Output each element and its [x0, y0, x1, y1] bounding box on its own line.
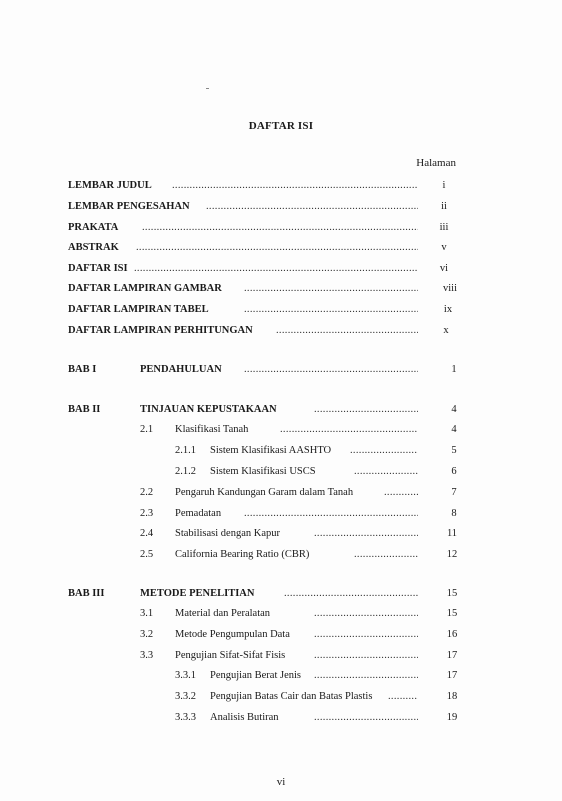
- section-number: 2.3: [140, 508, 154, 519]
- section-title: Pengujian Sifat-Sifat Fisis: [175, 650, 286, 661]
- leader-dots: [244, 364, 418, 375]
- leader-dots: [314, 712, 418, 723]
- section-number: 2.4: [140, 528, 154, 539]
- toc-row: [0, 608, 562, 624]
- section-title: Pengaruh Kandungan Garam dalam Tanah: [175, 487, 354, 498]
- section-number: 2.2: [140, 487, 154, 498]
- leader-dots: [314, 608, 418, 619]
- section-title: Sistem Klasifikasi USCS: [210, 466, 316, 477]
- leader-dots: [280, 424, 418, 435]
- toc-page: 7: [451, 487, 457, 498]
- leader-dots: [314, 670, 418, 681]
- section-number: 2.5: [140, 549, 154, 560]
- toc-label: ABSTRAK: [68, 242, 119, 253]
- leader-dots: [314, 629, 418, 640]
- chapter-row: [0, 588, 562, 604]
- toc-row: [0, 424, 562, 440]
- toc-row: [0, 670, 562, 686]
- toc-row: [0, 222, 562, 238]
- toc-label: DAFTAR LAMPIRAN GAMBAR: [68, 283, 222, 294]
- leader-dots: [388, 691, 418, 702]
- toc-row: [0, 466, 562, 482]
- toc-row: [0, 445, 562, 461]
- chapter-row: [0, 404, 562, 420]
- section-number: 3.3.3: [175, 712, 196, 723]
- leader-dots: [244, 508, 418, 519]
- toc-label: DAFTAR ISI: [68, 263, 128, 274]
- toc-label: DAFTAR LAMPIRAN TABEL: [68, 304, 209, 315]
- toc-page: 1: [451, 364, 457, 375]
- leader-dots: [244, 283, 418, 294]
- toc-row: [0, 650, 562, 666]
- section-number: 3.3: [140, 650, 154, 661]
- leader-dots: [206, 201, 418, 212]
- toc-label: DAFTAR LAMPIRAN PERHITUNGAN: [68, 325, 253, 336]
- toc-page: ii: [441, 201, 447, 212]
- toc-row: [0, 712, 562, 728]
- toc-page: 16: [446, 629, 458, 640]
- chapter-row: [0, 364, 562, 380]
- toc-page: 19: [446, 712, 458, 723]
- chapter-title: TINJAUAN KEPUSTAKAAN: [140, 404, 277, 415]
- leader-dots: [354, 549, 418, 560]
- leader-dots: [314, 404, 418, 415]
- toc-row: [0, 263, 562, 279]
- toc-label: LEMBAR JUDUL: [68, 180, 152, 191]
- toc-page: 17: [446, 670, 458, 681]
- chapter-number: BAB III: [68, 588, 105, 599]
- toc-page: vi: [439, 263, 449, 274]
- section-title: Material dan Peralatan: [175, 608, 271, 619]
- toc-page: 8: [451, 508, 457, 519]
- toc-row: [0, 629, 562, 645]
- section-number: 3.2: [140, 629, 154, 640]
- leader-dots: [142, 222, 418, 233]
- toc-page: v: [441, 242, 447, 253]
- page-number-footer: vi: [276, 776, 286, 788]
- toc-row: [0, 283, 562, 299]
- toc-page: 15: [446, 588, 458, 599]
- page-title: DAFTAR ISI: [248, 120, 314, 132]
- toc-page: ix: [443, 304, 453, 315]
- toc-row: [0, 201, 562, 217]
- toc-page: 15: [446, 608, 458, 619]
- section-number: 3.3.1: [175, 670, 196, 681]
- toc-row: [0, 242, 562, 258]
- leader-dots: [244, 304, 418, 315]
- toc-row: [0, 487, 562, 503]
- toc-page: 5: [451, 445, 457, 456]
- leader-dots: [314, 528, 418, 539]
- section-number: 3.3.2: [175, 691, 196, 702]
- toc-page: 4: [451, 424, 457, 435]
- toc-page: viii: [442, 283, 457, 294]
- leader-dots: [350, 445, 418, 456]
- section-number: 3.1: [140, 608, 154, 619]
- section-title: Stabilisasi dengan Kapur: [175, 528, 280, 539]
- toc-row: [0, 528, 562, 544]
- toc-row: [0, 508, 562, 524]
- section-title: Sistem Klasifikasi AASHTO: [210, 445, 332, 456]
- toc-row: [0, 691, 562, 707]
- toc-page: 18: [446, 691, 458, 702]
- leader-dots: [354, 466, 418, 477]
- section-number: 2.1.1: [175, 445, 196, 456]
- toc-page: 12: [446, 549, 458, 560]
- halaman-label: Halaman: [416, 157, 456, 169]
- chapter-number: BAB I: [68, 364, 97, 375]
- toc-label: LEMBAR PENGESAHAN: [68, 201, 190, 212]
- chapter-number: BAB II: [68, 404, 101, 415]
- section-title: Metode Pengumpulan Data: [175, 629, 290, 640]
- toc-row: [0, 549, 562, 565]
- toc-label: PRAKATA: [68, 222, 119, 233]
- leader-dots: [384, 487, 418, 498]
- chapter-title: METODE PENELITIAN: [140, 588, 255, 599]
- leader-dots: [276, 325, 418, 336]
- toc-page: i: [442, 180, 446, 191]
- toc-row: [0, 180, 562, 196]
- toc-row: [0, 325, 562, 341]
- chapter-title: PENDAHULUAN: [140, 364, 222, 375]
- leader-dots: [172, 180, 418, 191]
- leader-dots: [134, 263, 418, 274]
- scan-speck: [206, 88, 209, 89]
- leader-dots: [284, 588, 418, 599]
- toc-page: x: [443, 325, 449, 336]
- toc-page: 17: [446, 650, 458, 661]
- toc-row: [0, 304, 562, 320]
- section-title: Analisis Butiran: [210, 712, 279, 723]
- section-title: Klasifikasi Tanah: [175, 424, 249, 435]
- section-title: California Bearing Ratio (CBR): [175, 549, 310, 560]
- section-title: Pemadatan: [175, 508, 222, 519]
- toc-page: 11: [446, 528, 458, 539]
- toc-page: 6: [451, 466, 457, 477]
- section-title: Pengujian Berat Jenis: [210, 670, 301, 681]
- toc-page: 4: [451, 404, 457, 415]
- section-title: Pengujian Batas Cair dan Batas Plastis: [210, 691, 373, 702]
- leader-dots: [136, 242, 418, 253]
- section-number: 2.1: [140, 424, 154, 435]
- toc-page: iii: [439, 222, 449, 233]
- section-number: 2.1.2: [175, 466, 196, 477]
- leader-dots: [314, 650, 418, 661]
